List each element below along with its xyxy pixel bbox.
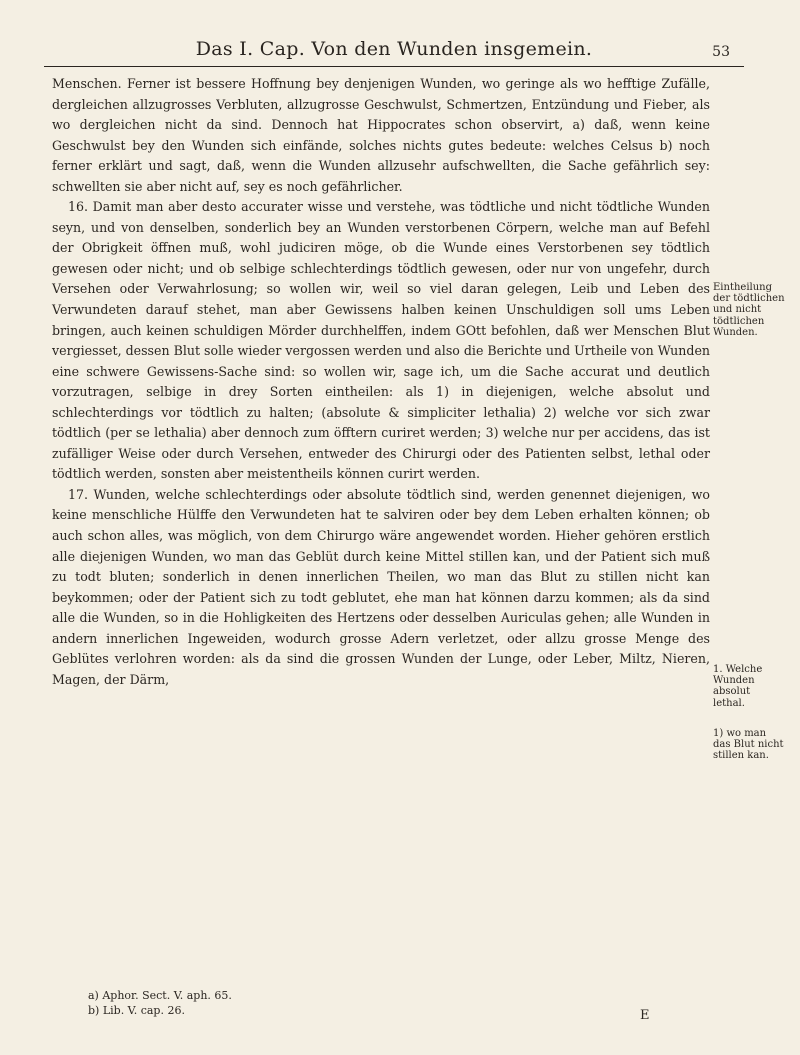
paragraph-16: 16. Damit man aber desto accurater wisse und verstehe, was tödtliche und nicht tödtliche Wunden seyn, und von denselben, sonderlich bey an Wunden verstorbenen Cörpern, welche man auf Befehl der Obrigkeit öffnen muß, wohl judiciren möge, ob die Wunde eines Verstorbenen sey tödtlich gewesen oder nicht; und ob selbige schlechterdings tödtlich gewesen, oder nur von ungefehr, durch Versehen oder Verwahrlosung; so wollen wir, weil so viel daran gelegen, Leib und Leben des Verwundeten darauf stehet, man aber Gewissens halben keinen Unschuldigen soll ums Leben bringen, auch keinen schuldigen Mörder durchhelffen, indem GOtt befohlen, daß wer Menschen Blut vergiesset, dessen Blut solle wieder vergossen werden und also die Berichte und Urtheile von Wunden eine schwere Gewissens-Sache sind: so wollen wir, sage ich, um die Sache accurat und deutlich vorzutragen, selbige in drey Sorten eintheilen: als 1) in diejenigen, welche absolut und schlechterdings vor tödtlich zu halten; (absolute & simpliciter lethalia) 2) welche vor sich zwar tödtlich (per se lethalia) aber dennoch zum öfftern curiret werden; 3) welche nur per accidens, das ist zufälliger Weise oder durch Versehen, entweder des Chirurgi oder des Patienten selbst, lethal oder tödtlich werden, sonsten aber meistentheils können curirt werden. — [52, 199, 711, 482]
footnote-a: a) Aphor. Sect. V. aph. 65. — [88, 989, 232, 1002]
page-number: 53 — [712, 44, 730, 60]
footnotes — [88, 988, 688, 1018]
catchword: E — [640, 1008, 650, 1023]
margin-note-bleeding: 1) wo man das Blut nicht stillen kan. — [713, 728, 784, 762]
margin-note-classification: Eintheilung der tödtlichen und nicht tödtlichen Wunden. — [713, 282, 785, 338]
main-text — [52, 74, 710, 690]
footnote-b: b) Lib. V. cap. 26. — [88, 1004, 185, 1017]
paragraph-15-continued: Menschen. Ferner ist bessere Hoffnung bey denjenigen Wunden, wo geringe als wo hefftige Zufälle, dergleichen allzugrosses Verbluten, allzugrosse Geschwulst, Schmertzen, Entzündung und Fieber, als wo dergleichen nicht da sind. Dennoch hat Hippocrates schon observirt, a) daß, wenn keine Geschwulst bey den Wunden sich einfände, solches nichts gutes bedeute: welches Celsus b) noch ferner erklärt und sagt, daß, wenn die Wunden allzusehr aufschwellten, die Sache gefährlich sey: schwellten sie aber nicht auf, sey es noch gefährlicher. — [52, 76, 710, 194]
running-header — [44, 38, 744, 60]
chapter-title: Das I. Cap. Von den Wunden insgemein. — [195, 38, 593, 60]
paragraph-17: 17. Wunden, welche schlechterdings oder absolute tödtlich sind, werden genennet diejenigen, wo keine menschliche Hülffe den Verwundeten hat te salviren oder bey dem Leben erhalten können; ob auch schon alles, was möglich, von dem Chirurgo wäre angewendet worden. Hieher gehören erstlich alle diejenigen Wunden, wo man das Geblüt durch keine Mittel stillen kan, und der Patient sich muß zu todt bluten; sonderlich in denen innerlichen Theilen, wo man das Blut zu stillen nicht kan beykommen; oder der Patient sich zu todt geblutet, ehe man hat können darzu kommen; als da sind alle die Wunden, so in die Hohligkeiten des Hertzens oder desselben Auriculas gehen; alle Wunden in andern innerlichen Ingeweiden, wodurch grosse Adern verletzet, oder allzu grosse Menge des Geblütes verlohren worden: als da sind die grossen Wunden der Lunge, oder Leber, Miltz, Nieren, Magen, der Därm, — [52, 486, 710, 687]
header-rule — [44, 66, 744, 67]
margin-note-absolute-lethal: 1. Welche Wunden absolut lethal. — [713, 664, 763, 709]
